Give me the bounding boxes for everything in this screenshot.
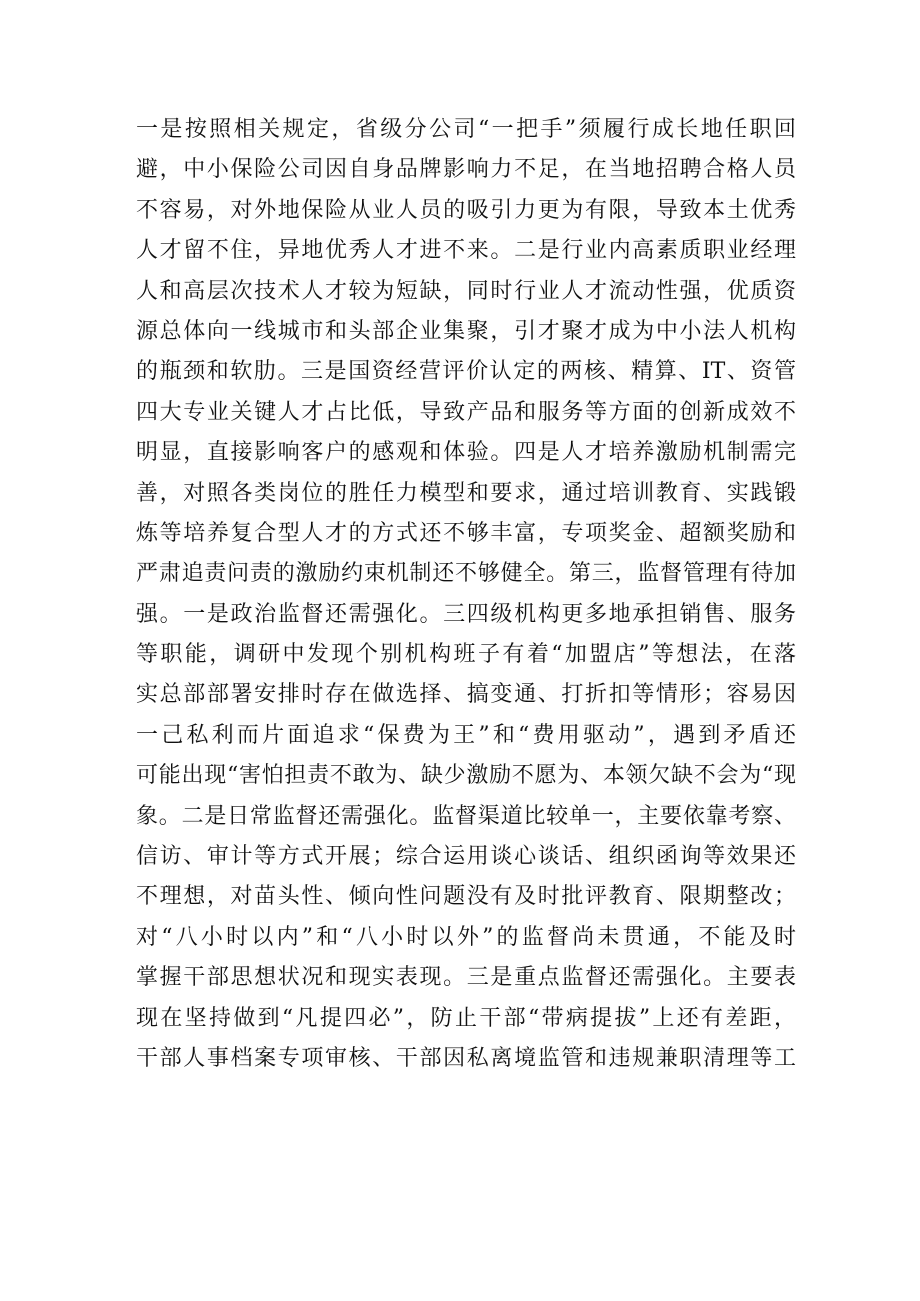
text-line: 强。一是政治监督还需强化。三四级机构更多地承担销售、服务	[136, 601, 796, 627]
text-line: 的瓶颈和软肋。三是国资经营评价认定的两核、精算、IT、资管	[136, 359, 796, 385]
text-line: 可能出现“害怕担责不敢为、缺少激励不愿为、本领欠缺不会为“现	[136, 763, 796, 789]
text-line: 实总部部署安排时存在做选择、搞变通、打折扣等情形；容易因	[136, 682, 796, 708]
text-line: 不容易，对外地保险从业人员的吸引力更为有限，导致本土优秀	[136, 197, 796, 223]
text-line: 干部人事档案专项审核、干部因私离境监管和违规兼职清理等工	[136, 1045, 796, 1071]
text-line: 四大专业关键人才占比低，导致产品和服务等方面的创新成效不	[136, 399, 796, 425]
text-line: 等职能，调研中发现个别机构班子有着“加盟店”等想法，在落	[136, 642, 796, 668]
text-line: 严肃追责问责的激励约束机制还不够健全。第三，监督管理有待加	[136, 561, 796, 587]
text-line: 一己私利而片面追求“保费为王”和“费用驱动”，遇到矛盾还	[136, 722, 796, 748]
text-line: 信访、审计等方式开展；综合运用谈心谈话、组织函询等效果还	[136, 844, 796, 870]
text-line: 炼等培养复合型人才的方式还不够丰富，专项奖金、超额奖励和	[136, 520, 796, 546]
text-line: 不理想，对苗头性、倾向性问题没有及时批评教育、限期整改；	[136, 884, 796, 910]
text-line: 人才留不住，异地优秀人才进不来。二是行业内高素质职业经理	[136, 238, 796, 264]
text-line: 善，对照各类岗位的胜任力模型和要求，通过培训教育、实践锻	[136, 480, 796, 506]
text-line: 源总体向一线城市和头部企业集聚，引才聚才成为中小法人机构	[136, 318, 796, 344]
text-line: 明显，直接影响客户的感观和体验。四是人才培养激励机制需完	[136, 440, 796, 466]
text-line: 避，中小保险公司因自身品牌影响力不足，在当地招聘合格人员	[136, 157, 796, 183]
text-line: 现在坚持做到“凡提四必”，防止干部“带病提拔”上还有差距，	[136, 1005, 796, 1031]
text-line: 对“八小时以内”和“八小时以外”的监督尚未贯通，不能及时	[136, 924, 796, 950]
text-line: 一是按照相关规定，省级分公司“一把手”须履行成长地任职回	[136, 117, 796, 142]
text-line: 象。二是日常监督还需强化。监督渠道比较单一，主要依靠考察、	[136, 803, 796, 829]
body-text	[136, 110, 796, 1079]
text-line: 人和高层次技术人才较为短缺，同时行业人才流动性强，优质资	[136, 278, 796, 304]
text-line: 掌握干部思想状况和现实表现。三是重点监督还需强化。主要表	[136, 965, 796, 991]
